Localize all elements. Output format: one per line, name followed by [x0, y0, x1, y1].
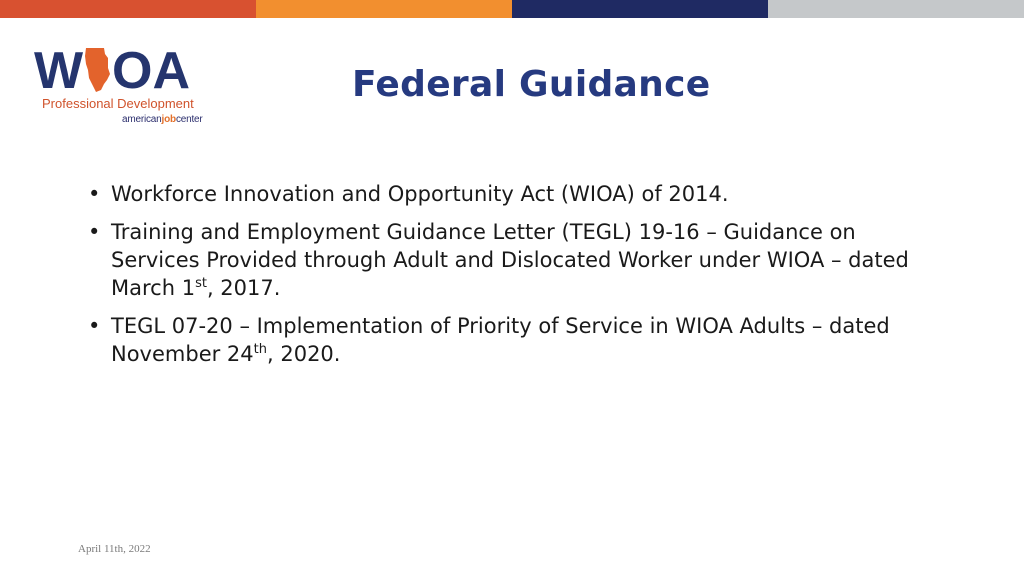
top-bar-navy-segment	[512, 0, 768, 18]
wordmark-oa: OA	[112, 44, 190, 96]
top-bar-red-segment	[0, 0, 256, 18]
ajc-prefix: american	[122, 114, 162, 125]
illinois-state-icon	[85, 48, 110, 92]
bullet-text-end: , 2017.	[206, 276, 281, 300]
ordinal-suffix: th	[253, 342, 267, 357]
ajc-suffix: center	[175, 114, 203, 125]
wordmark-w: W	[34, 44, 84, 96]
wioa-wordmark	[34, 44, 234, 96]
slide-title: Federal Guidance	[352, 64, 711, 105]
ordinal-suffix: st	[195, 276, 207, 291]
top-bar-gray-segment	[768, 0, 1024, 18]
bullet-item-tegl-07-20	[88, 312, 948, 368]
footer-date: April 11th, 2022	[78, 543, 151, 555]
top-bar-orange-segment	[256, 0, 512, 18]
bullet-text: TEGL 07-20 – Implementation of Priority of Service in WIOA Adults – dated November 24	[111, 314, 890, 366]
bullet-text-end: , 2020.	[267, 342, 341, 366]
american-job-center-mark	[122, 114, 203, 125]
bullet-item-wioa-act	[88, 180, 948, 208]
ajc-job: job	[161, 114, 176, 125]
bullet-marker: •	[88, 314, 101, 338]
wioa-logo	[34, 44, 234, 130]
bullet-item-tegl-19-16	[88, 218, 948, 302]
logo-subtitle: Professional Development	[42, 96, 194, 111]
bullet-text: Training and Employment Guidance Letter (TEGL) 19-16 – Guidance on Services Provided through Adult and Dislocated Worker under WIOA – dated March 1	[111, 220, 909, 300]
top-color-bar	[0, 0, 1024, 18]
bullet-text: Workforce Innovation and Opportunity Act (WIOA) of 2014.	[111, 182, 729, 206]
bullet-marker: •	[88, 182, 101, 206]
bullet-list	[88, 180, 948, 378]
bullet-marker: •	[88, 220, 101, 244]
